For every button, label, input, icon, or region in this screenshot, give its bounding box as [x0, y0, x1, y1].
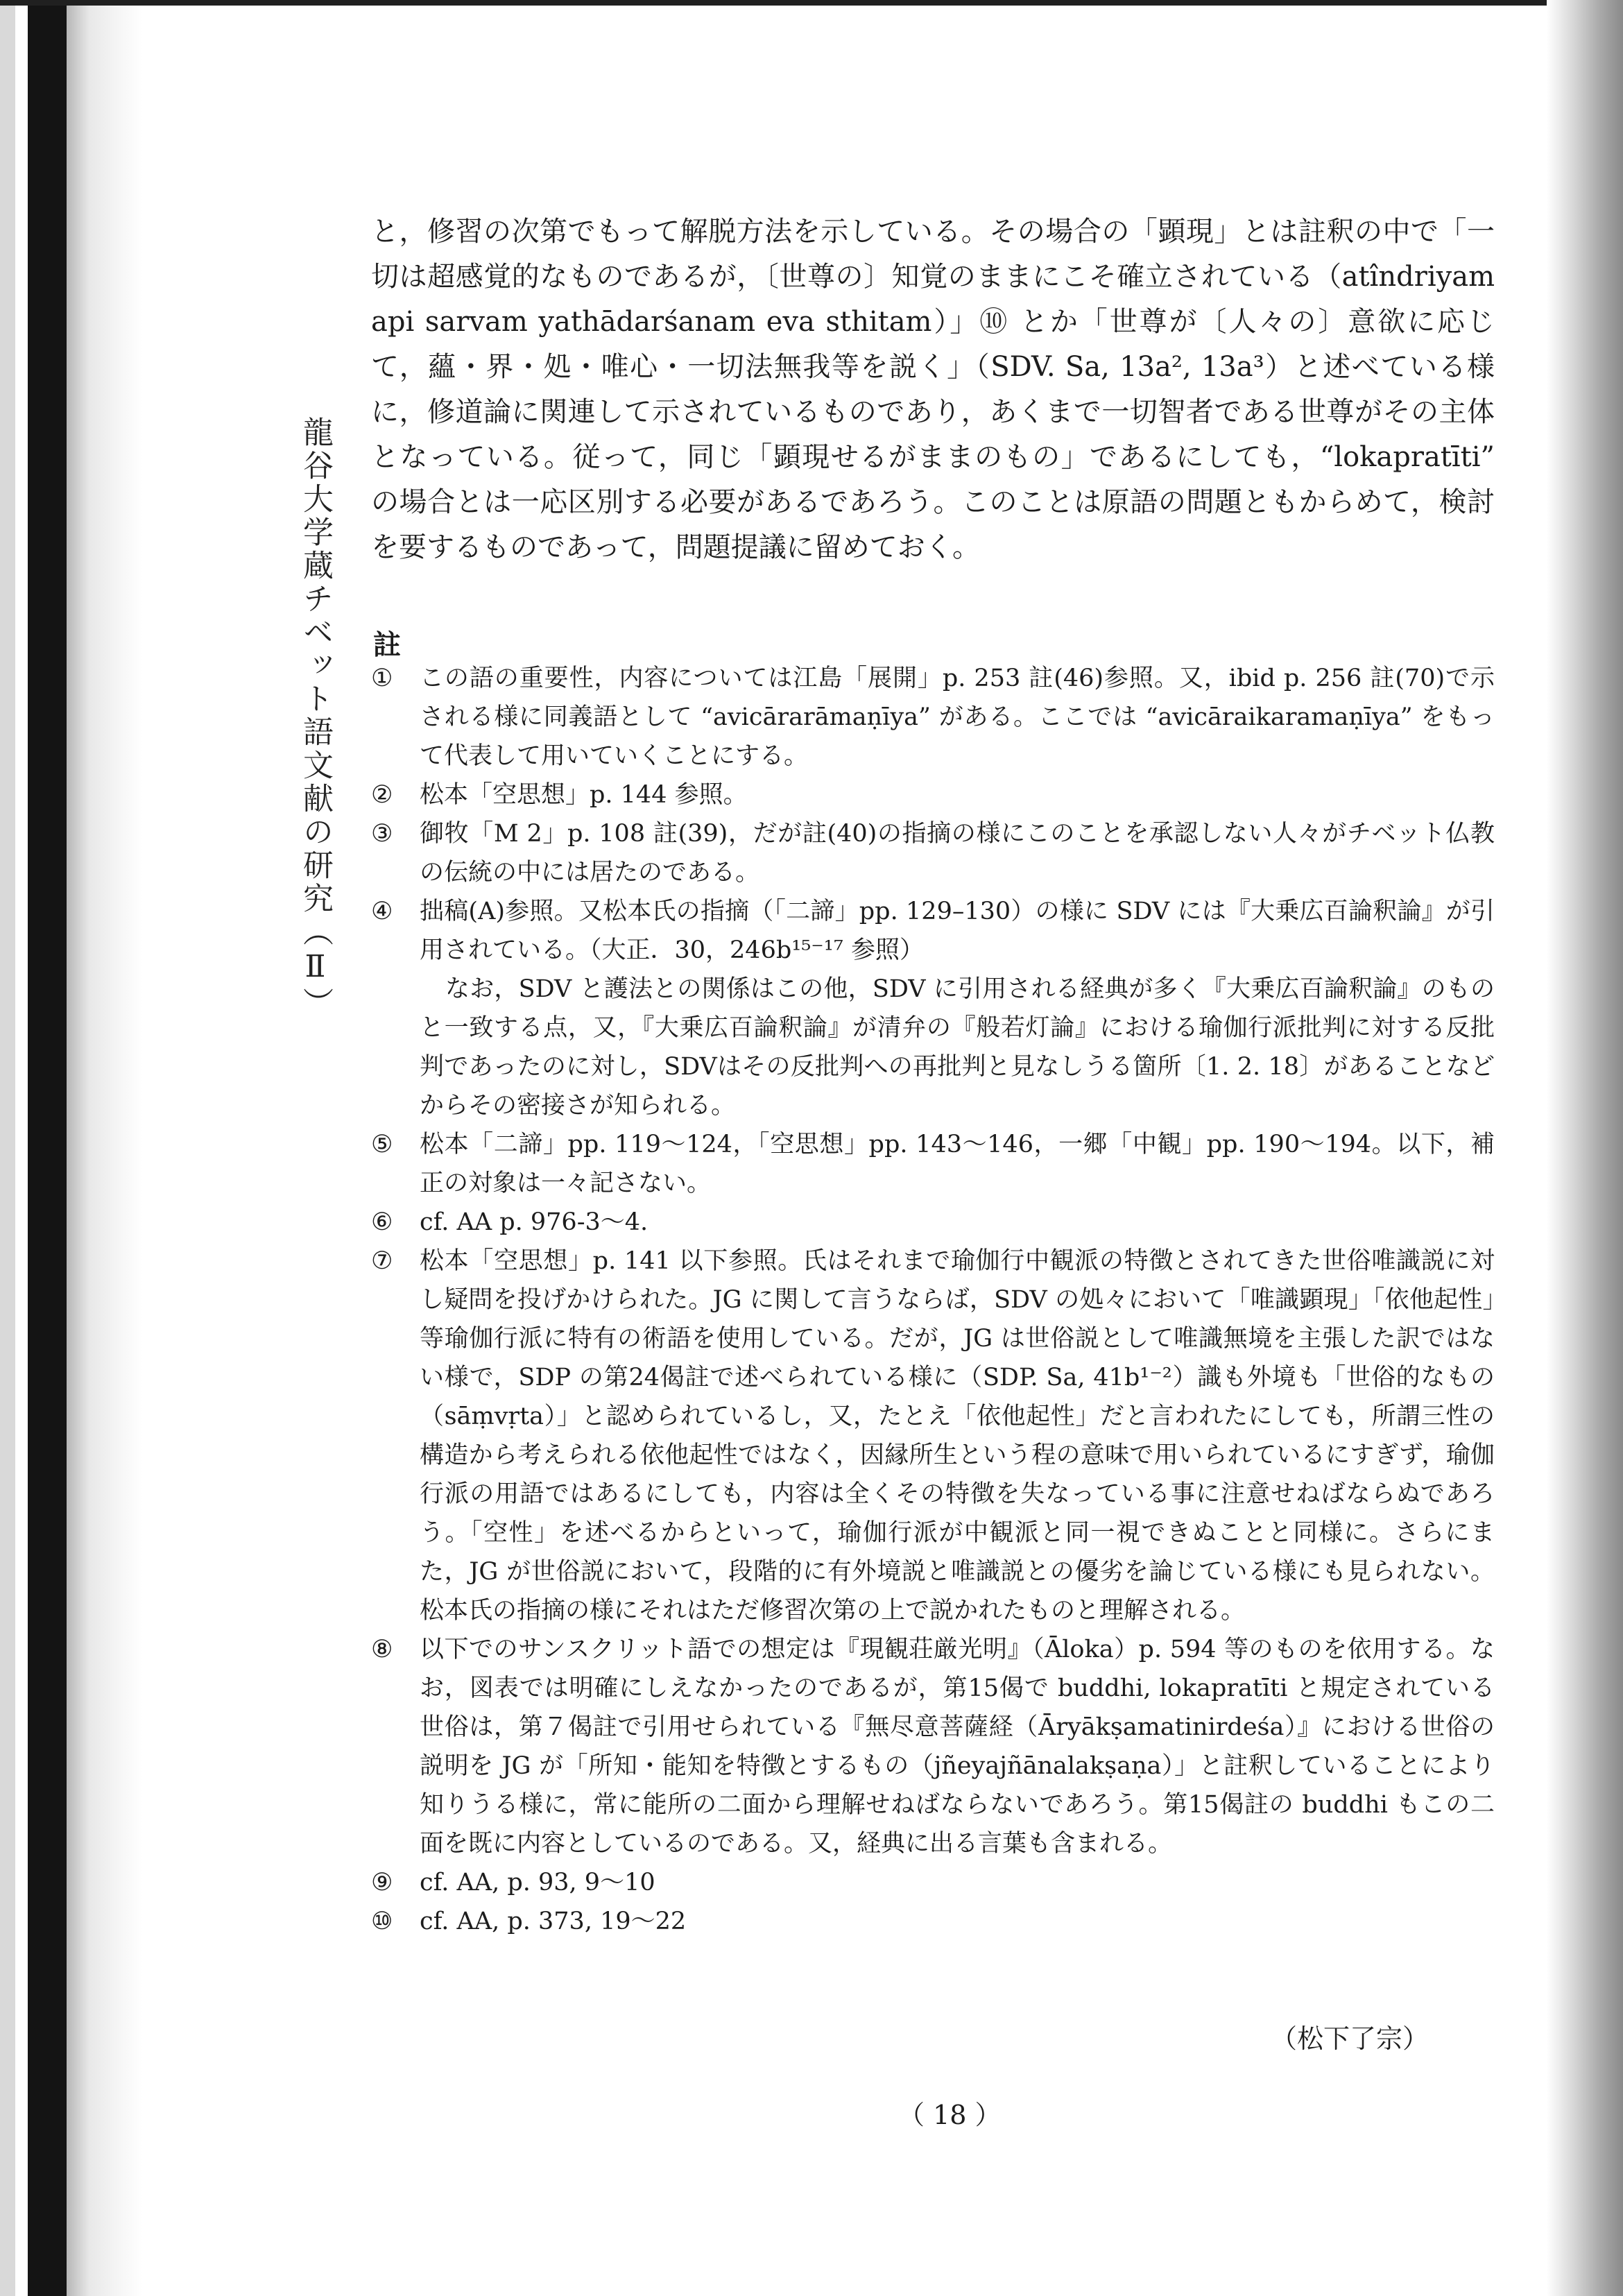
note-text: 以下でのサンスクリット語での想定は『現観荘厳光明』（Āloka）p. 594 等のものを依用する。なお，図表では明確にしえなかったのであるが，第15偈で buddhi, lokapratīti と規定されている世俗は，第７偈註で引用せられている『無尽意菩薩経（Āryākṣamatinirdeśa）』における世俗の説明を JG が「所知・能知を特徴とするもの（jñeyajñānalakṣaṇa）」と註釈していることにより知りうる様に，常に能所の二面から理解せねばならないであろう。第15偈註の buddhi もこの二面を既に内容としているのである。又，経典に出る言葉も含まれる。 [420, 1636, 1495, 1858]
author-name: （松下了宗） [1271, 2023, 1429, 2054]
note-text: 松本「空思想」p. 141 以下参照。氏はそれまで瑜伽行中観派の特徴とされてきた世俗唯識説に対し疑問を投げかけられた。JG に関して言うならば，SDV の処々において「唯識顕現」「依他起性」等瑜伽行派に特有の術語を使用している。だが，JG は世俗説として唯識無境を主張した訳ではない様で，SDP の第24偈註で述べられている様に（SDP. Sa, 41b¹⁻²）識も外境も「世俗的なもの（sāṃvṛta）」と認められているし，又，たとえ「依他起性」だと言われたにしても，所謂三性の構造から考えられる依他起性ではなく，因縁所生という程の意味で用いられているにすぎず，瑜伽行派の用語ではあるにしても，内容は全くその特徴を失なっている事に注意せねばならぬであろう。「空性」を述べるからといって，瑜伽行派が中観派と同一視できぬことと同様に。さらにまた，JG が世俗説において，段階的に有外境説と唯識説との優劣を論じている様にも見られない。松本氏の指摘の様にそれはただ修習次第の上で説かれたものと理解される。 [420, 1247, 1495, 1625]
body-paragraph: と，修習の次第でもって解脱方法を示している。その場合の「顕現」とは註釈の中で「一切は超感覚的なものであるが，〔世尊の〕知覚のままにこそ確立されている（atîndriyam api sarvam yathādarśanam eva sthitam）」⑩ とか「世尊が〔人々の〕意欲に応じて，蘊・界・処・唯心・一切法無我等を説く」（SDV. Sa, 13a², 13a³）と述べている様に，修道論に関連して示されているものであり，あくまで一切智者である世尊がその主体となっている。従って，同じ「顕現せるがままのもの」であるにしても，“lokapratīti” の場合とは一応区別する必要があるであろう。このことは原語の問題ともからめて，検討を要するものであって，問題提議に留めておく。 [371, 216, 1495, 563]
note-text: 拙稿(A)参照。又松本氏の指摘（「二諦」pp. 129–130）の様に SDV には『大乗広百論釈論』が引用されている。（大正．30，246b¹⁵⁻¹⁷ 参照） [420, 898, 1495, 964]
note-marker: ② [371, 781, 393, 809]
note-item [371, 892, 1495, 1125]
note-item [371, 1902, 1495, 1941]
binding-gradient [67, 0, 143, 2296]
note-text: 御牧「M 2」p. 108 註(39)，だが註(40)の指摘の様にこのことを承認しない人々がチベット仏教の伝統の中には居たのである。 [420, 820, 1495, 886]
note-marker: ⑨ [371, 1869, 393, 1896]
note-marker: ⑥ [371, 1208, 393, 1236]
note-text: cf. AA, p. 373, 19～22 [420, 1908, 687, 1935]
note-marker: ⑧ [371, 1636, 393, 1663]
note-item [371, 814, 1495, 892]
note-item [371, 1242, 1495, 1630]
notes-list [371, 659, 1495, 1941]
note-text: cf. AA, p. 93, 9～10 [420, 1869, 655, 1896]
note-marker: ⑦ [371, 1247, 393, 1275]
book-binding-edge [28, 0, 67, 2296]
note-text: この語の重要性，内容については江島「展開」p. 253 註(46)参照。又，ibid p. 256 註(70)で示される様に同義語として “avicārarāmaṇīya” がある。ここでは “avicāraikaramaṇīya” をもって代表して用いていくことにする。 [420, 665, 1495, 770]
note-item [371, 1125, 1495, 1203]
page-number: （ 18 ） [898, 2100, 1002, 2130]
note-marker: ① [371, 665, 393, 692]
scan-top-edge [0, 0, 1623, 6]
note-item [371, 1630, 1495, 1863]
note-marker: ③ [371, 820, 393, 848]
note-text: cf. AA p. 976-3～4. [420, 1208, 649, 1236]
note-text: 松本「二諦」pp. 119～124，「空思想」pp. 143～146，一郷「中観」pp. 190～194。以下，補正の対象は一々記さない。 [420, 1131, 1495, 1197]
note-item [371, 1203, 1495, 1242]
note-item [371, 659, 1495, 776]
scan-shadow-right [1547, 0, 1623, 2296]
running-title: 龍谷大学蔵チベット語文献の研究（Ⅱ） [298, 416, 333, 1020]
note-item [371, 776, 1495, 814]
notes-heading: 註 [373, 628, 401, 661]
note-marker: ⑩ [371, 1908, 393, 1935]
note-item [371, 1863, 1495, 1902]
note-marker: ④ [371, 898, 393, 925]
note-text: 松本「空思想」p. 144 参照。 [420, 781, 748, 809]
note-continuation: なお，SDV と護法との関係はこの他，SDV に引用される経典が多く『大乗広百論釈論』のものと一致する点，又，『大乗広百論釈論』が清弁の『般若灯論』における瑜伽行派批判に対する反批判であったのに対し，SDVはその反批判への再批判と見なしうる箇所〔1. 2. 18〕があることなどからその密接さが知られる。 [420, 975, 1495, 1120]
scan-shadow-left [0, 0, 15, 2296]
note-marker: ⑤ [371, 1131, 393, 1158]
